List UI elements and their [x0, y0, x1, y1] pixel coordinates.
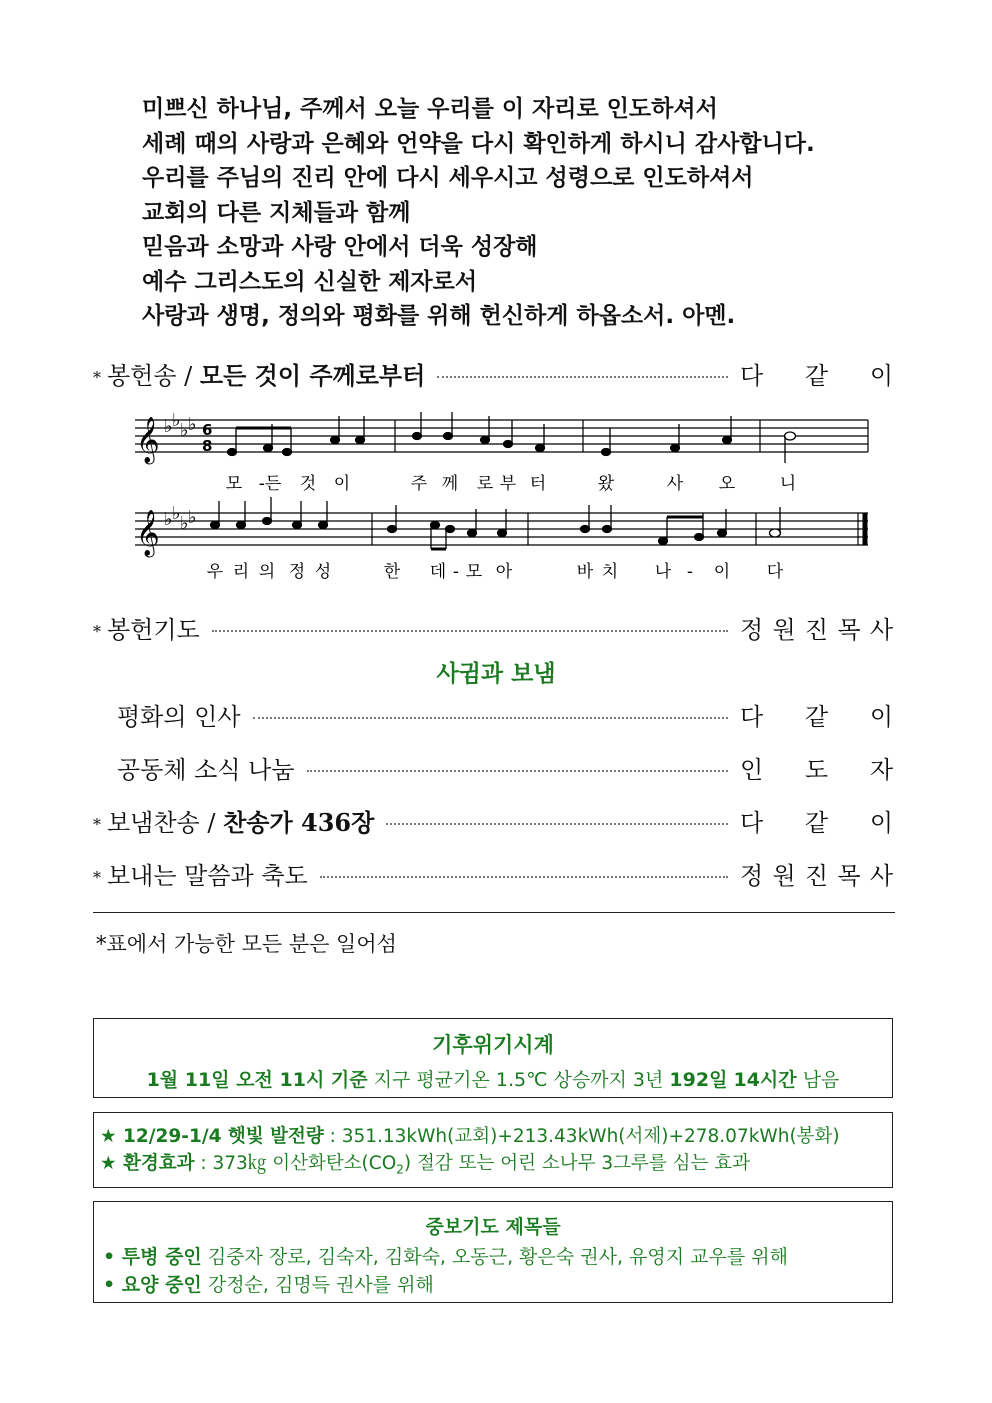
intercession-box	[93, 1201, 893, 1303]
staff-1	[135, 420, 868, 452]
leader-dots	[320, 876, 728, 878]
svg-text:한: 한	[383, 562, 401, 582]
flat-icon: ♭	[164, 509, 173, 530]
intercession-title: 중보기도 제목들	[425, 1216, 561, 1238]
prayer-line: 믿음과 소망과 사랑 안에서 더욱 성장해	[142, 234, 538, 260]
order-item-offering-song: * 봉헌송 / 모든 것이 주께로부터 다 같 이	[93, 356, 893, 390]
flat-icon: ♭	[180, 513, 189, 534]
flat-icon: ♭	[172, 503, 181, 524]
footnote: *표에서 가능한 모든 분은 일어섬	[96, 932, 397, 956]
solar-generation-line: ★ 12/29-1/4 햇빛 발전량 : 351.13kWh(교회)+213.43kWh(서제)+278.07kWh(봉화)	[100, 1126, 840, 1147]
prayer-line: 세례 때의 사랑과 은혜와 언약을 다시 확인하게 하시니 감사합니다.	[142, 130, 815, 157]
svg-text:왔: 왔	[597, 474, 615, 494]
svg-text:부: 부	[499, 474, 517, 494]
participant: 정 원 진 목 사	[740, 861, 893, 890]
svg-text:것: 것	[299, 474, 317, 494]
flat-icon: ♭	[188, 507, 197, 528]
list-item: • 투병 중인 김중자 장로, 김숙자, 김화숙, 오동근, 황은숙 권사, 유영지 교우를 위해	[103, 1246, 788, 1268]
lyrics-line-1	[226, 473, 796, 494]
svg-text:치: 치	[601, 562, 619, 582]
svg-text:데: 데	[429, 562, 447, 582]
lyrics-line-2	[207, 561, 784, 582]
standing-star: *	[93, 867, 101, 887]
music-score	[130, 405, 875, 585]
participant: 다 같 이	[740, 808, 893, 837]
prayer-line: 예수 그리스도의 신실한 제자로서	[142, 268, 478, 295]
svg-text:오: 오	[718, 474, 736, 494]
flat-icon: ♭	[164, 416, 173, 437]
order-item-peace-greeting: 평화의 인사 다 같 이	[93, 697, 893, 731]
svg-text:우: 우	[206, 562, 224, 582]
participant: 인 도 자	[740, 755, 893, 784]
order-item-community-news: 공동체 소식 나눔 인 도 자	[93, 750, 893, 784]
svg-text:성: 성	[314, 562, 332, 582]
prayer-line: 교회의 다른 지체들과 함께	[142, 199, 411, 226]
leader-dots	[253, 717, 728, 719]
svg-text:주: 주	[410, 474, 428, 494]
section-title: 사귐과 보냄	[436, 661, 556, 687]
order-item-sending-hymn: * 보냄찬송 / 찬송가 436장 다 같 이	[93, 803, 893, 837]
svg-text:께: 께	[441, 474, 459, 494]
flat-icon: ♭	[172, 410, 181, 431]
svg-text:-: -	[686, 562, 694, 582]
standing-star: *	[93, 621, 101, 641]
treble-clef-icon: 𝄞	[136, 510, 160, 556]
participant: 다 같 이	[740, 702, 893, 731]
list-item: • 요양 중인 강정순, 김명득 권사를 위해	[103, 1274, 434, 1296]
leader-dots	[307, 770, 728, 772]
svg-text:의: 의	[258, 562, 276, 582]
standing-star: *	[93, 367, 101, 387]
leader-dots	[386, 823, 728, 825]
svg-text:로: 로	[476, 474, 494, 494]
svg-text:아: 아	[495, 562, 513, 582]
svg-text:-: -	[452, 562, 460, 582]
prayer-text	[142, 92, 815, 334]
treble-clef-icon: 𝄞	[136, 417, 160, 463]
climate-line: 1월 11일 오전 11시 기준 지구 평균기온 1.5℃ 상승까지 3년 192일 14시간 남음	[146, 1069, 840, 1091]
flat-icon: ♭	[180, 420, 189, 441]
song-title: 모든 것이 주께로부터	[199, 360, 426, 390]
svg-text:모: 모	[465, 562, 483, 582]
svg-text:리: 리	[232, 562, 250, 582]
time-sig-bottom: 8	[202, 437, 213, 455]
svg-text:터: 터	[529, 474, 547, 494]
svg-text:바: 바	[576, 562, 594, 582]
prayer-line: 우리를 주님의 진리 안에 다시 세우시고 성령으로 인도하셔서	[142, 165, 754, 191]
divider	[93, 912, 895, 913]
standing-star: *	[93, 814, 101, 834]
order-item-offering-prayer: * 봉헌기도 정 원 진 목 사	[93, 610, 893, 644]
svg-text:다: 다	[766, 562, 784, 582]
climate-clock-box	[93, 1018, 893, 1098]
svg-text:니: 니	[779, 474, 797, 494]
time-sig-top: 6	[202, 421, 213, 439]
leader-dots	[437, 376, 728, 378]
svg-text:모: 모	[225, 474, 243, 494]
solar-power-box	[93, 1112, 893, 1188]
participant: 정 원 진 목 사	[740, 615, 893, 644]
svg-text:나: 나	[654, 562, 672, 582]
notes-line-2	[211, 497, 781, 549]
leader-dots	[212, 630, 728, 632]
solar-effect-line: ★ 환경효과 : 373㎏ 이산화탄소$(CO_2)$ 절감 또는 어린 소나무 3그루를 심는 효과	[100, 1153, 750, 1177]
prayer-line: 사랑과 생명, 정의와 평화를 위해 헌신하게 하옵소서. 아멘.	[142, 303, 736, 329]
hymn-number: 찬송가 436장	[223, 807, 375, 837]
participant: 다 같 이	[740, 361, 893, 390]
order-item-benediction: * 보내는 말씀과 축도 정 원 진 목 사	[93, 856, 893, 890]
svg-text:사: 사	[666, 474, 684, 494]
climate-title: 기후위기시계	[432, 1033, 554, 1057]
prayer-line: 미쁘신 하나님, 주께서 오늘 우리를 이 자리로 인도하셔서	[142, 96, 718, 122]
svg-text:-든: -든	[258, 474, 282, 494]
svg-text:이: 이	[713, 562, 731, 582]
flat-icon: ♭	[188, 414, 197, 435]
svg-text:정: 정	[288, 562, 306, 582]
svg-text:이: 이	[333, 474, 351, 494]
